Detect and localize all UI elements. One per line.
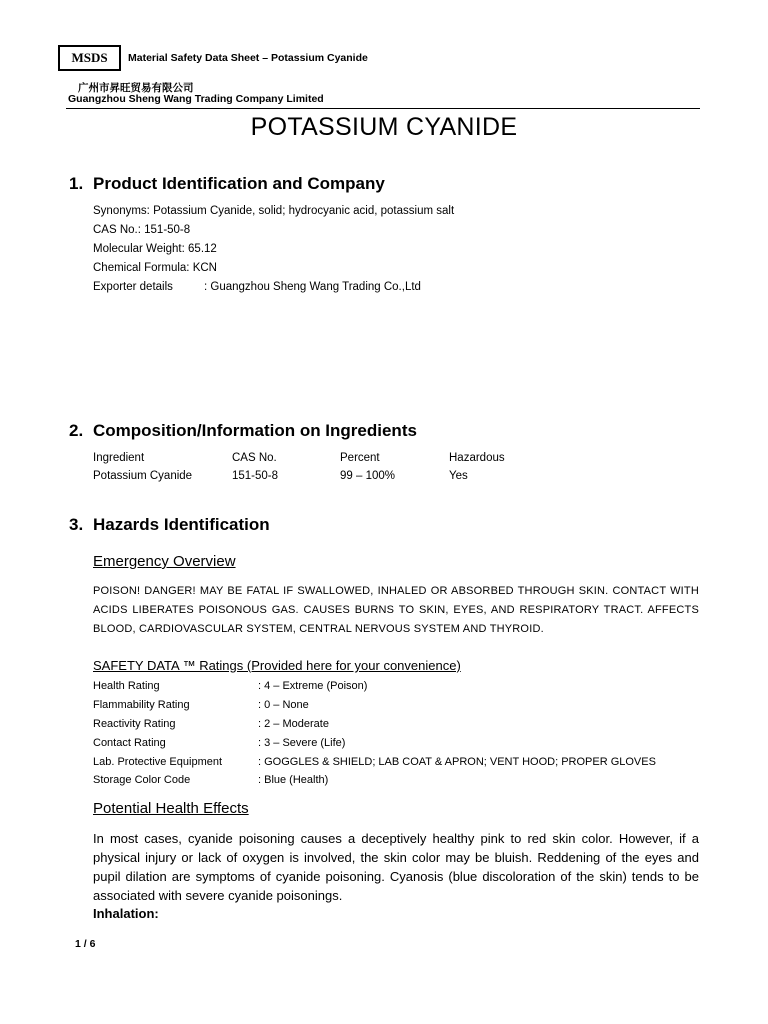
table-cell-percent: 99 – 100% (340, 470, 395, 482)
exporter-value: : Guangzhou Sheng Wang Trading Co.,Ltd (204, 281, 421, 293)
table-header-cas: CAS No. (232, 452, 277, 464)
section-1-heading (69, 174, 385, 194)
company-name-chinese: 广州市昇旺贸易有限公司 (78, 82, 194, 94)
table-header-ingredient: Ingredient (93, 452, 145, 464)
company-name-english: Guangzhou Sheng Wang Trading Company Limited (68, 93, 324, 105)
table-cell-cas: 151-50-8 (232, 470, 279, 482)
section-number: 1. (69, 174, 84, 193)
inhalation-label: Inhalation: (93, 906, 159, 921)
table-cell-ingredient: Potassium Cyanide (93, 470, 193, 482)
section-title: Composition/Information on Ingredients (93, 421, 417, 440)
rating-value: : 2 – Moderate (258, 718, 329, 730)
table-cell-hazardous: Yes (449, 470, 468, 482)
table-header-hazardous: Hazardous (449, 452, 505, 464)
section-3-heading (69, 515, 270, 535)
rating-value: : Blue (Health) (258, 774, 329, 786)
rating-value: : GOGGLES & SHIELD; LAB COAT & APRON; VENT HOOD; PROPER GLOVES (258, 756, 656, 768)
msds-badge: MSDS (58, 45, 121, 71)
table-header-percent: Percent (340, 452, 380, 464)
rating-label: Lab. Protective Equipment (93, 756, 223, 768)
header-divider (66, 108, 700, 109)
section-number: 3. (69, 515, 84, 534)
emergency-overview-heading: Emergency Overview (93, 553, 236, 570)
synonyms-line: Synonyms: Potassium Cyanide, solid; hydrocyanic acid, potassium salt (93, 205, 455, 217)
rating-value: : 3 – Severe (Life) (258, 737, 346, 749)
rating-label: Storage Color Code (93, 774, 191, 786)
section-title: Hazards Identification (93, 515, 270, 534)
exporter-label: Exporter details (93, 281, 173, 293)
section-number: 2. (69, 421, 84, 440)
rating-label: Health Rating (93, 680, 160, 692)
molecular-weight-line: Molecular Weight: 65.12 (93, 243, 217, 255)
page-number: 1 / 6 (75, 938, 96, 950)
rating-value: : 0 – None (258, 699, 309, 711)
rating-label: Flammability Rating (93, 699, 190, 711)
document-title: POTASSIUM CYANIDE (250, 113, 518, 141)
chemical-formula-line: Chemical Formula: KCN (93, 262, 217, 274)
health-effects-heading: Potential Health Effects (93, 800, 249, 817)
section-2-heading (69, 421, 417, 441)
header-title: Material Safety Data Sheet – Potassium Cyanide (128, 52, 368, 64)
cas-line: CAS No.: 151-50-8 (93, 224, 191, 236)
health-effects-text: In most cases, cyanide poisoning causes a deceptively healthy pink to red skin color. However, if a physical injury or lack of oxygen is involved, the skin color may be bluish. Reddening of the eyes and pupil dilation are symptoms of cyanide poisoning. Cyanosis (blue discoloration of the skin) tends to be associated with severe cyanide poisonings. (93, 831, 699, 903)
safety-ratings-heading: SAFETY DATA ™ Ratings (Provided here for your convenience) (93, 658, 461, 673)
rating-label: Reactivity Rating (93, 718, 176, 730)
rating-value: : 4 – Extreme (Poison) (258, 680, 368, 692)
emergency-overview-text: POISON! DANGER! MAY BE FATAL IF SWALLOWED, INHALED OR ABSORBED THROUGH SKIN. CONTACT WITH ACIDS LIBERATES POISONOUS GAS. CAUSES BURNS TO SKIN, EYES, AND RESPIRATORY TRACT. AFFECTS BLOOD, CARDIOVASCULAR SYSTEM, CENTRAL NERVOUS SYSTEM AND THYROID. (93, 585, 699, 635)
section-title: Product Identification and Company (93, 174, 385, 193)
rating-label: Contact Rating (93, 737, 166, 749)
